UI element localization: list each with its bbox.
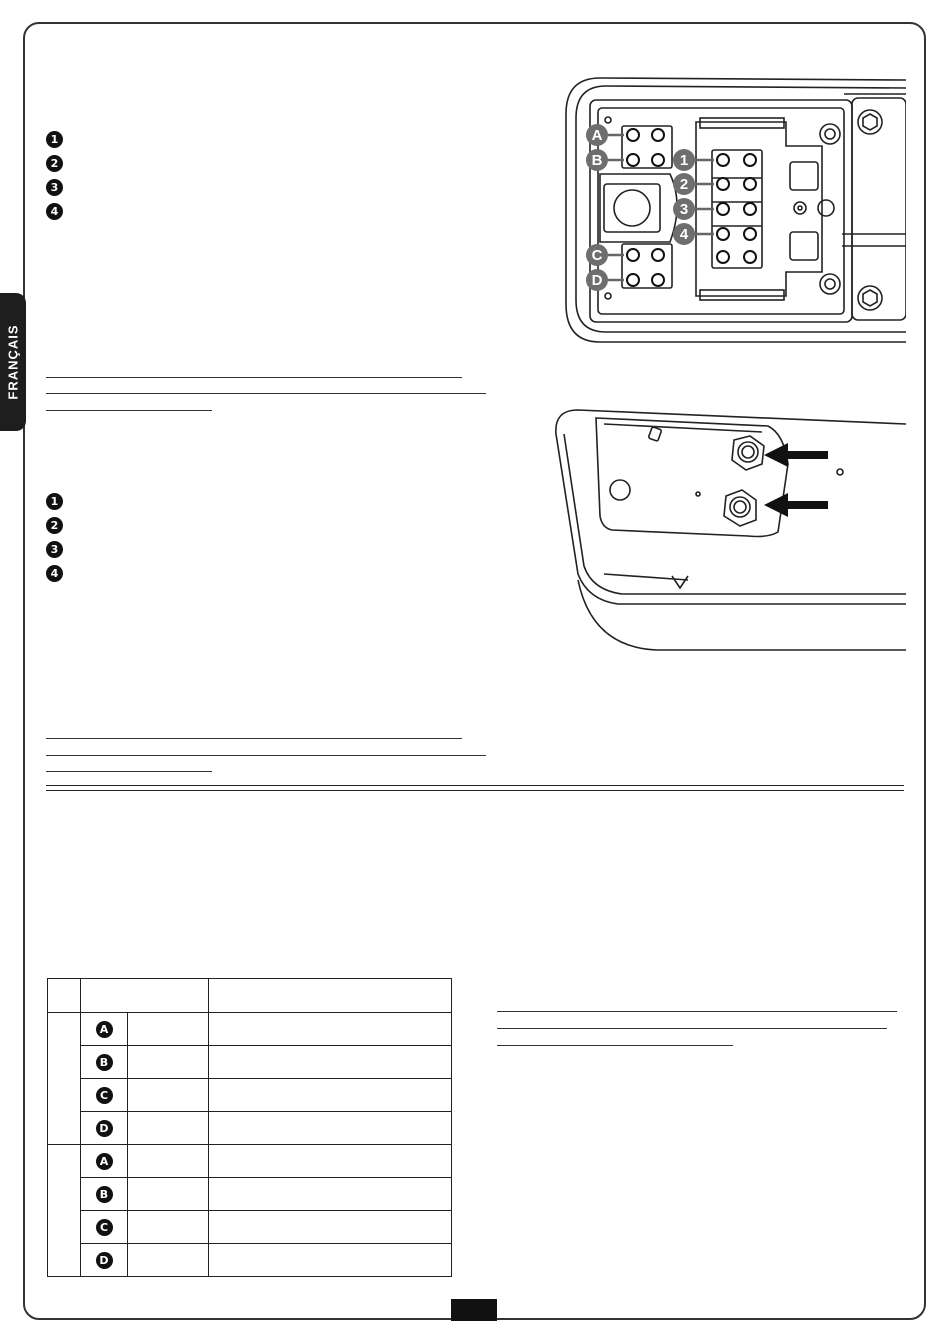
table-group-cell xyxy=(48,1145,81,1277)
text-line xyxy=(46,410,212,411)
table-cell xyxy=(209,1211,452,1244)
list-item xyxy=(46,513,63,537)
text-line xyxy=(46,738,462,739)
table-row xyxy=(48,1046,452,1079)
text-line xyxy=(46,377,462,378)
terminal-label-1: 1 xyxy=(679,152,689,169)
housing-figure xyxy=(548,404,906,654)
table-row xyxy=(48,1079,452,1112)
text-line xyxy=(497,1028,887,1029)
table-cell xyxy=(128,1211,209,1244)
table-cell xyxy=(81,1211,128,1244)
list-item xyxy=(46,151,63,175)
table-header-cell xyxy=(209,979,452,1013)
table-cell xyxy=(81,1244,128,1277)
table-cell xyxy=(81,1046,128,1079)
table-cell xyxy=(209,1145,452,1178)
letter-badge: A xyxy=(96,1153,113,1170)
number-badge: 2 xyxy=(46,155,63,172)
table-cell xyxy=(128,1079,209,1112)
terminal-label-a: A xyxy=(591,127,603,144)
letter-badge: B xyxy=(96,1186,113,1203)
table-cell xyxy=(81,1013,128,1046)
table-header-row xyxy=(48,979,452,1013)
terminal-label-2: 2 xyxy=(679,176,689,193)
page-number-box xyxy=(451,1299,497,1321)
table-header-cell xyxy=(81,979,209,1013)
table-row xyxy=(48,1244,452,1277)
list-item xyxy=(46,127,63,151)
table-cell xyxy=(128,1145,209,1178)
number-badge: 1 xyxy=(46,131,63,148)
letter-badge: D xyxy=(96,1120,113,1137)
table-group-cell xyxy=(48,1013,81,1145)
table-cell xyxy=(209,1046,452,1079)
number-badge: 1 xyxy=(46,493,63,510)
table-row xyxy=(48,1211,452,1244)
table-cell xyxy=(128,1046,209,1079)
text-line xyxy=(46,755,486,756)
terminal-block-figure xyxy=(560,74,906,346)
list-item xyxy=(46,489,63,513)
table-cell xyxy=(128,1178,209,1211)
number-badge: 2 xyxy=(46,517,63,534)
table-cell xyxy=(209,1079,452,1112)
numbered-list-top xyxy=(46,127,63,223)
table-cell xyxy=(81,1112,128,1145)
table-cell xyxy=(209,1178,452,1211)
letter-badge: C xyxy=(96,1219,113,1236)
table-cell xyxy=(209,1112,452,1145)
text-line xyxy=(497,1045,733,1046)
terminal-label-d: D xyxy=(591,272,603,289)
table-row xyxy=(48,1112,452,1145)
language-tab-label: FRANÇAIS xyxy=(5,324,21,400)
table-cell xyxy=(128,1112,209,1145)
table-cell xyxy=(81,1145,128,1178)
table-cell xyxy=(81,1178,128,1211)
text-line xyxy=(497,1011,897,1012)
table-cell xyxy=(209,1013,452,1046)
table-cell xyxy=(81,1079,128,1112)
text-line xyxy=(46,771,212,772)
table-row xyxy=(48,1145,452,1178)
table-row xyxy=(48,1178,452,1211)
letter-badge: C xyxy=(96,1087,113,1104)
list-item xyxy=(46,175,63,199)
number-badge: 4 xyxy=(46,565,63,582)
letter-badge: B xyxy=(96,1054,113,1071)
terminal-label-4: 4 xyxy=(679,226,689,243)
language-tab xyxy=(0,293,26,431)
number-badge: 3 xyxy=(46,541,63,558)
list-item xyxy=(46,537,63,561)
number-badge: 3 xyxy=(46,179,63,196)
numbered-list-middle xyxy=(46,489,63,585)
section-divider xyxy=(46,785,904,791)
terminal-label-b: B xyxy=(591,152,603,169)
letter-badge: A xyxy=(96,1021,113,1038)
terminal-label-c: C xyxy=(591,247,603,264)
list-item xyxy=(46,561,63,585)
table-header-cell xyxy=(48,979,81,1013)
terminal-label-3: 3 xyxy=(679,201,689,218)
list-item xyxy=(46,199,63,223)
table-cell xyxy=(209,1244,452,1277)
table-row xyxy=(48,1013,452,1046)
number-badge: 4 xyxy=(46,203,63,220)
letter-badge: D xyxy=(96,1252,113,1269)
table-cell xyxy=(128,1244,209,1277)
terminal-table xyxy=(47,978,452,1277)
text-line xyxy=(46,393,486,394)
table-cell xyxy=(128,1013,209,1046)
